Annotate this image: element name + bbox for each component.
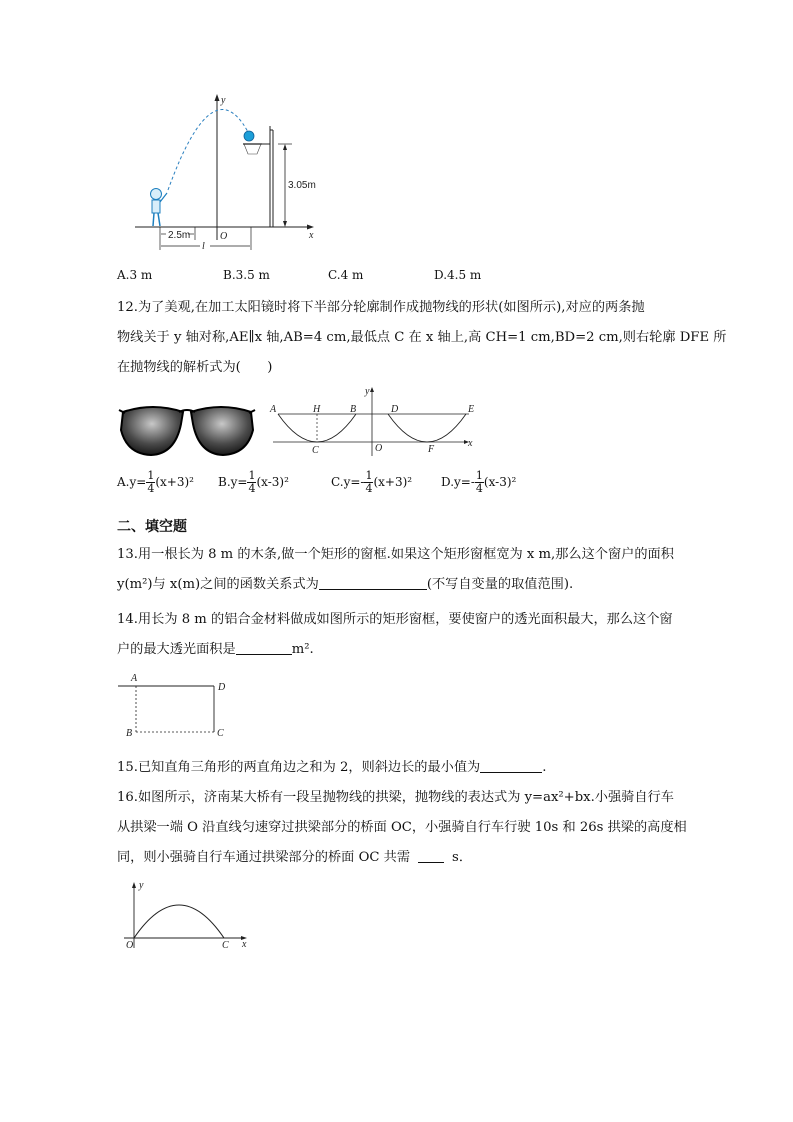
- q13-text-end: (不写自变量的取值范围).: [426, 577, 574, 592]
- q12-line2: 物线关于 y 轴对称,AE∥x 轴,AB=4 cm,最低点 C 在 x 轴上,高 CH=1 cm,BD=2 cm,则右轮廓 DFE 所: [117, 330, 727, 345]
- q12-option-a[interactable]: [117, 470, 194, 495]
- q14-text: 户的最大透光面积是: [117, 642, 236, 657]
- glasses-diagram: [268, 382, 478, 462]
- label-distance: 2.5m: [168, 230, 191, 241]
- arch-figure: [120, 876, 255, 951]
- q16-line1: 16.如图所示，济南某大桥有一段呈抛物线的拱梁，抛物线的表达式为 y=ax²+bx.小强骑自行车: [117, 790, 674, 805]
- option-suffix: (x-3)²: [256, 475, 289, 489]
- window-rectangle-figure: [118, 670, 238, 742]
- q12-line1: 12.为了美观,在加工太阳镜时将下半部分轮廓制作成抛物线的形状(如图所示),对应的两条抛: [117, 300, 645, 315]
- label-O: O: [126, 940, 134, 951]
- label-x: x: [468, 438, 473, 449]
- fraction: $\frac{1}{4}$: [147, 469, 155, 495]
- fraction: $\frac{1}{4}$: [475, 469, 483, 495]
- option-prefix: B.y=: [218, 475, 248, 489]
- q16-unit: s．: [452, 850, 473, 865]
- label-E: E: [468, 404, 475, 415]
- label-H: H: [313, 404, 321, 415]
- label-C: C: [217, 728, 224, 739]
- sunglasses-image: [117, 400, 257, 460]
- label-A: A: [131, 673, 138, 684]
- q13-answer-blank[interactable]: [319, 575, 427, 590]
- q14-line2: [117, 640, 314, 660]
- option-prefix: C.y=-: [331, 475, 365, 489]
- label-origin: O: [220, 231, 228, 242]
- q16-text: 同，则小强骑自行车通过拱梁部分的桥面 OC 共需: [117, 850, 411, 865]
- option-prefix: A.y=: [117, 475, 147, 489]
- label-D: D: [218, 682, 226, 693]
- q15-text: 15.已知直角三角形的两直角边之和为 2，则斜边长的最小值为: [117, 760, 481, 775]
- player-icon: [151, 189, 168, 227]
- q12-line3: 在抛物线的解析式为( ): [117, 360, 273, 375]
- q11-option-b[interactable]: B.3.5 m: [223, 268, 270, 282]
- label-B: B: [126, 728, 133, 739]
- basketball-figure: [120, 90, 330, 250]
- q16-line2: 从拱梁一端 O 沿直线匀速穿过拱梁部分的桥面 OC，小强骑自行车行驶 10s 和 26s 拱梁的高度相: [117, 820, 687, 835]
- label-B: B: [350, 404, 357, 415]
- q11-option-d[interactable]: D.4.5 m: [434, 268, 482, 282]
- q13-line1: 13.用一根长为 8 m 的木条,做一个矩形的窗框.如果这个矩形窗框宽为 x m,那么这个窗户的面积: [117, 547, 674, 562]
- label-C: C: [312, 445, 319, 456]
- q15-line: [117, 758, 546, 778]
- label-O: O: [375, 443, 383, 454]
- q15-text-end: .: [542, 760, 547, 775]
- q15-answer-blank[interactable]: [480, 758, 542, 773]
- label-l: l: [202, 241, 205, 250]
- q11-option-a[interactable]: A.3 m: [117, 268, 153, 282]
- q14-line1: 14.用长为 8 m 的铝合金材料做成如图所示的矩形窗框，要使窗户的透光面积最大，那么这个窗: [117, 612, 673, 627]
- label-y: y: [221, 95, 226, 106]
- label-F: F: [428, 444, 435, 455]
- q14-answer-blank[interactable]: [236, 640, 292, 655]
- section-title: 二、填空题: [117, 519, 187, 535]
- label-A: A: [270, 404, 277, 415]
- label-y: y: [365, 386, 370, 397]
- q11-option-c[interactable]: C.4 m: [328, 268, 364, 282]
- q12-option-b[interactable]: [218, 470, 289, 495]
- option-suffix: (x+3)²: [373, 475, 413, 489]
- q13-text: y(m²)与 x(m)之间的函数关系式为: [117, 577, 319, 592]
- label-x: x: [242, 939, 247, 950]
- option-suffix: (x+3)²: [155, 475, 194, 489]
- label-height: 3.05m: [288, 180, 316, 191]
- q16-answer-blank[interactable]: [418, 848, 444, 863]
- ball-icon: [244, 131, 254, 141]
- fraction: $\frac{1}{4}$: [365, 469, 373, 495]
- label-x: x: [309, 230, 314, 241]
- fraction: $\frac{1}{4}$: [248, 469, 256, 495]
- label-y: y: [139, 880, 144, 891]
- label-C: C: [222, 940, 229, 951]
- q13-line2: [117, 575, 573, 595]
- label-D: D: [391, 404, 399, 415]
- q16-line3: [117, 848, 472, 868]
- option-suffix: (x-3)²: [483, 475, 517, 489]
- q12-option-c[interactable]: [331, 470, 412, 495]
- q14-unit: m².: [291, 642, 314, 657]
- q12-option-d[interactable]: [441, 470, 516, 495]
- option-prefix: D.y=-: [441, 475, 475, 489]
